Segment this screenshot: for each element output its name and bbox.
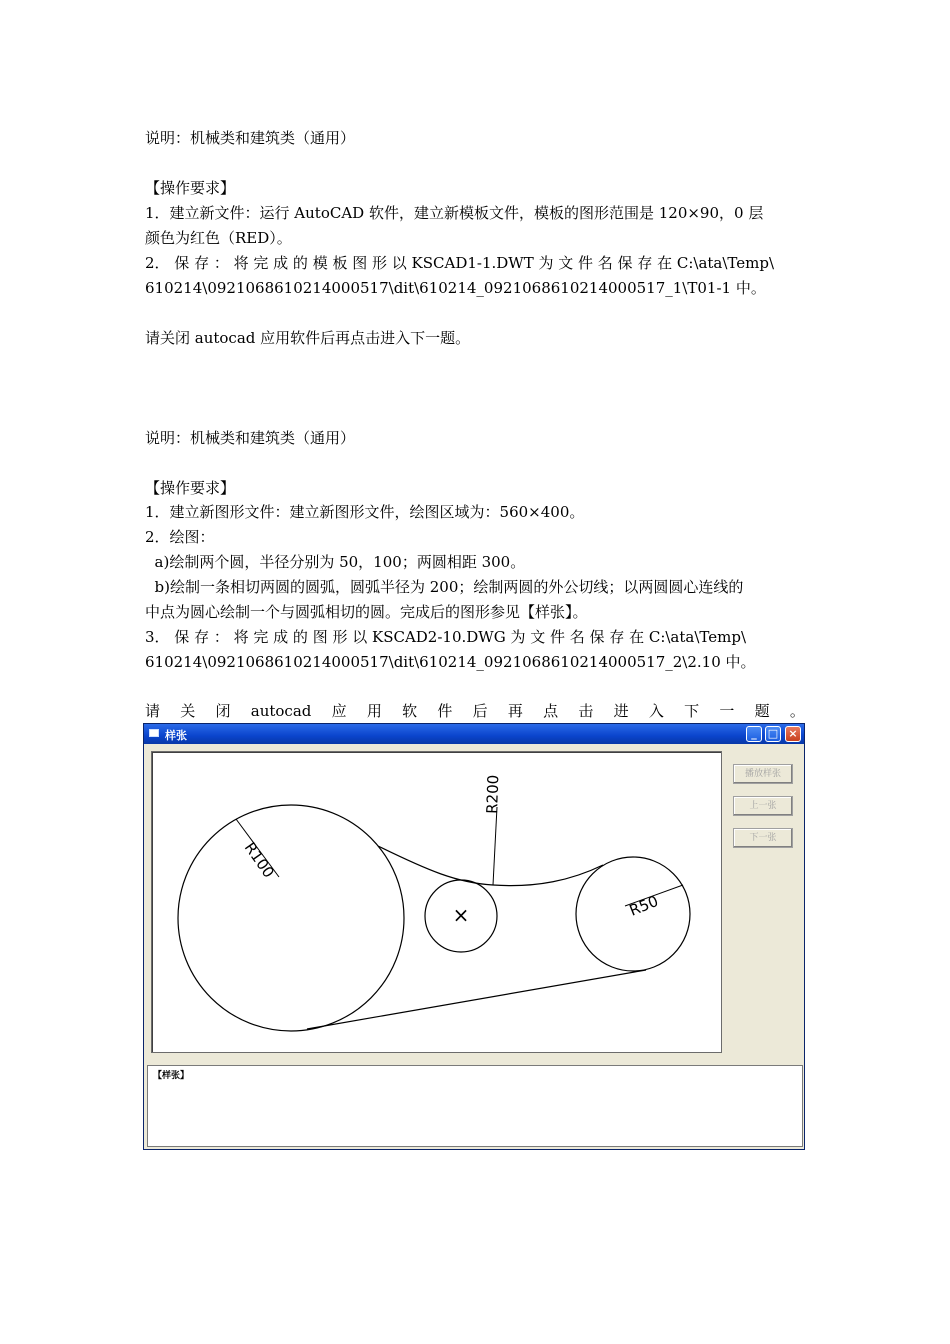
spaced-word: 后: [472, 702, 488, 720]
doc-requirements-1: 【操作要求】: [145, 179, 236, 197]
drawing-svg: [152, 752, 721, 1052]
doc-step-3b-line-2: 610214\0921068610214000517\dit\610214_0921068610214000517_2\2.10 中。: [145, 653, 756, 671]
play-sample-button[interactable]: 播放样张: [733, 764, 793, 784]
title-bar[interactable]: [144, 724, 804, 744]
large-circle: [178, 805, 404, 1031]
doc-heading-2: 说明：机械类和建筑类（通用）: [145, 429, 356, 447]
spaced-word: 件: [437, 702, 453, 720]
spaced-word: 一: [719, 702, 735, 720]
doc-step-3b-line-1: 3． 保 存 ： 将 完 成 的 图 形 以 KSCAD2-10.DWG 为 文 件 名 保 存 在 C:\ata\Temp\: [145, 628, 746, 646]
center-mark-icon: ×: [452, 903, 470, 927]
doc-step-2b-a: a)绘制两个圆，半径分别为 50，100；两圆相距 300。: [145, 553, 526, 571]
spaced-word: 软: [402, 702, 418, 720]
doc-step-2-line-1: 2． 保 存 ： 将 完 成 的 模 板 图 形 以 KSCAD1-1.DWT 为 文 件 名 保 存 在 C:\ata\Temp\: [145, 254, 775, 272]
maximize-button[interactable]: □: [765, 726, 781, 742]
spaced-word: 下: [684, 702, 700, 720]
spaced-word: 题: [754, 702, 770, 720]
dim-r50: R50: [626, 891, 661, 920]
r200-leader: [493, 807, 497, 885]
tangent-line: [307, 970, 646, 1029]
prev-button[interactable]: 上一张: [733, 796, 793, 816]
doc-close-note-1: 请关闭 autocad 应用软件后再点击进入下一题。: [145, 329, 471, 347]
doc-requirements-2: 【操作要求】: [145, 479, 236, 497]
doc-step-1b: 1．建立新图形文件：建立新图形文件，绘图区域为：560×400。: [145, 503, 585, 521]
notes-panel[interactable]: [147, 1065, 803, 1147]
window-icon: [149, 729, 159, 737]
spaced-word: autocad: [250, 702, 312, 720]
notes-label: 【样张】: [153, 1071, 190, 1081]
spaced-word: 击: [578, 702, 594, 720]
doc-step-2b-b-line-1: b)绘制一条相切两圆的圆弧，圆弧半径为 200；绘制两圆的外公切线；以两圆圆心连线的: [145, 578, 744, 596]
doc-step-2b: 2．绘图：: [145, 528, 215, 546]
spaced-word: 进: [613, 702, 629, 720]
spaced-word: 应: [331, 702, 347, 720]
sample-window: [143, 723, 805, 1150]
doc-heading-1: 说明：机械类和建筑类（通用）: [145, 129, 356, 147]
tangent-arc: [378, 846, 603, 886]
doc-step-1-line-2: 颜色为红色（RED）。: [145, 229, 292, 247]
doc-step-2-line-2: 610214\0921068610214000517\dit\610214_0921068610214000517_1\T01-1 中。: [145, 279, 766, 297]
dim-r100: R100: [240, 838, 278, 882]
spaced-word: 点: [543, 702, 559, 720]
drawing-canvas: [151, 751, 722, 1053]
doc-step-2b-b-line-2: 中点为圆心绘制一个与圆弧相切的圆。完成后的图形参见【样张】。: [145, 603, 588, 621]
spaced-word: 入: [648, 702, 664, 720]
minimize-button[interactable]: _: [746, 726, 762, 742]
spaced-word: 闭: [215, 702, 231, 720]
dim-r200: R200: [483, 774, 503, 815]
spaced-word: 再: [507, 702, 523, 720]
doc-step-1-line-1: 1．建立新文件：运行 AutoCAD 软件，建立新模板文件，模板的图形范围是 120×90，0 层: [145, 204, 764, 222]
spaced-word: 。: [789, 702, 805, 720]
spaced-word: 请: [145, 702, 161, 720]
spaced-word: 用: [366, 702, 382, 720]
doc-close-note-2: [145, 701, 805, 721]
close-button[interactable]: ×: [785, 726, 801, 742]
window-title: 样张: [165, 729, 187, 742]
next-button[interactable]: 下一张: [733, 828, 793, 848]
spaced-word: 关: [180, 702, 196, 720]
